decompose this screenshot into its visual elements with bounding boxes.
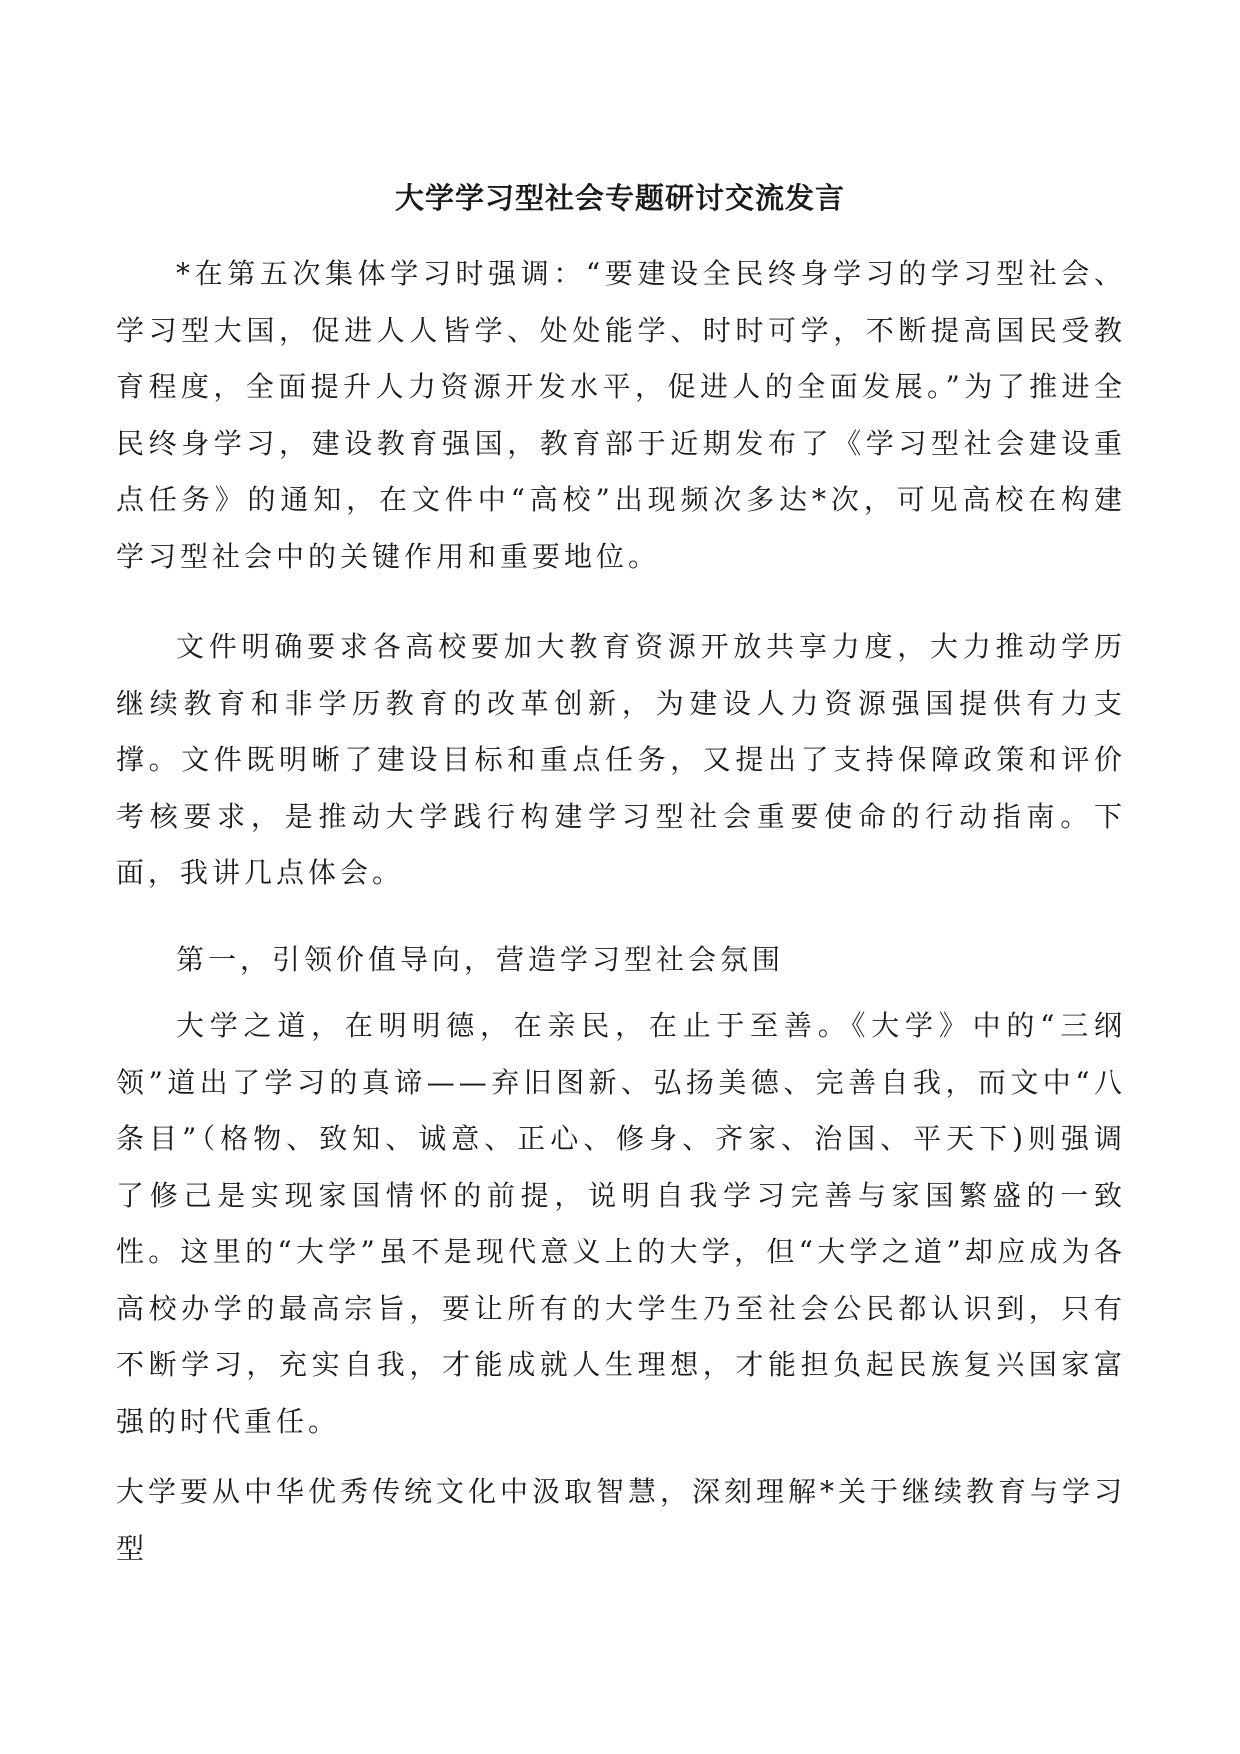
paragraph-continuation: 大学要从中华优秀传统文化中汲取智慧，深刻理解*关于继续教育与学习型 — [116, 1475, 1127, 1565]
paragraph-great-learning: 大学之道，在明明德，在亲民，在止于至善。《大学》中的“三纲领”道出了学习的真谛——弃旧图新、弘扬美德、完善自我，而文中“八条目”（格物、致知、诚意、正心、修身、齐家、治国、平天下)则强调了修己是实现家国情怀的前提，说明自我学习完善与家国繁盛的一致性。这里的“大学”虽不是现代意义上的大学，但“大学之道”却应成为各高校办学的最高宗旨，要让所有的大学生乃至社会公民都认识到，只有不断学习，充实自我，才能成就人生理想，才能担负起民族复兴国家富强的时代重任。 — [116, 1009, 1126, 1438]
section-heading-first: 第一，引领价值导向，营造学习型社会氛围 — [176, 942, 785, 976]
document-title: 大学学习型社会专题研讨交流发言 — [394, 181, 845, 215]
document-body — [116, 246, 1126, 1577]
paragraph-requirements: 文件明确要求各高校要加大教育资源开放共享力度，大力推动学历继续教育和非学历教育的改革创新，为建设人力资源强国提供有力支撑。文件既明晰了建设目标和重点任务，又提出了支持保障政策和评价考核要求，是推动大学践行构建学习型社会重要使命的行动指南。下面，我讲几点体会。 — [116, 630, 1126, 889]
paragraph-intro: *在第五次集体学习时强调：“要建设全民终身学习的学习型社会、学习型大国，促进人人皆学、处处能学、时时可学，不断提高国民受教育程度，全面提升人力资源开发水平，促进人的全面发展。”为了推进全民终身学习，建设教育强国，教育部于近期发布了《学习型社会建设重点任务》的通知，在文件中“高校”出现频次多达*次，可见高校在构建学习型社会中的关键作用和重要地位。 — [116, 257, 1126, 573]
